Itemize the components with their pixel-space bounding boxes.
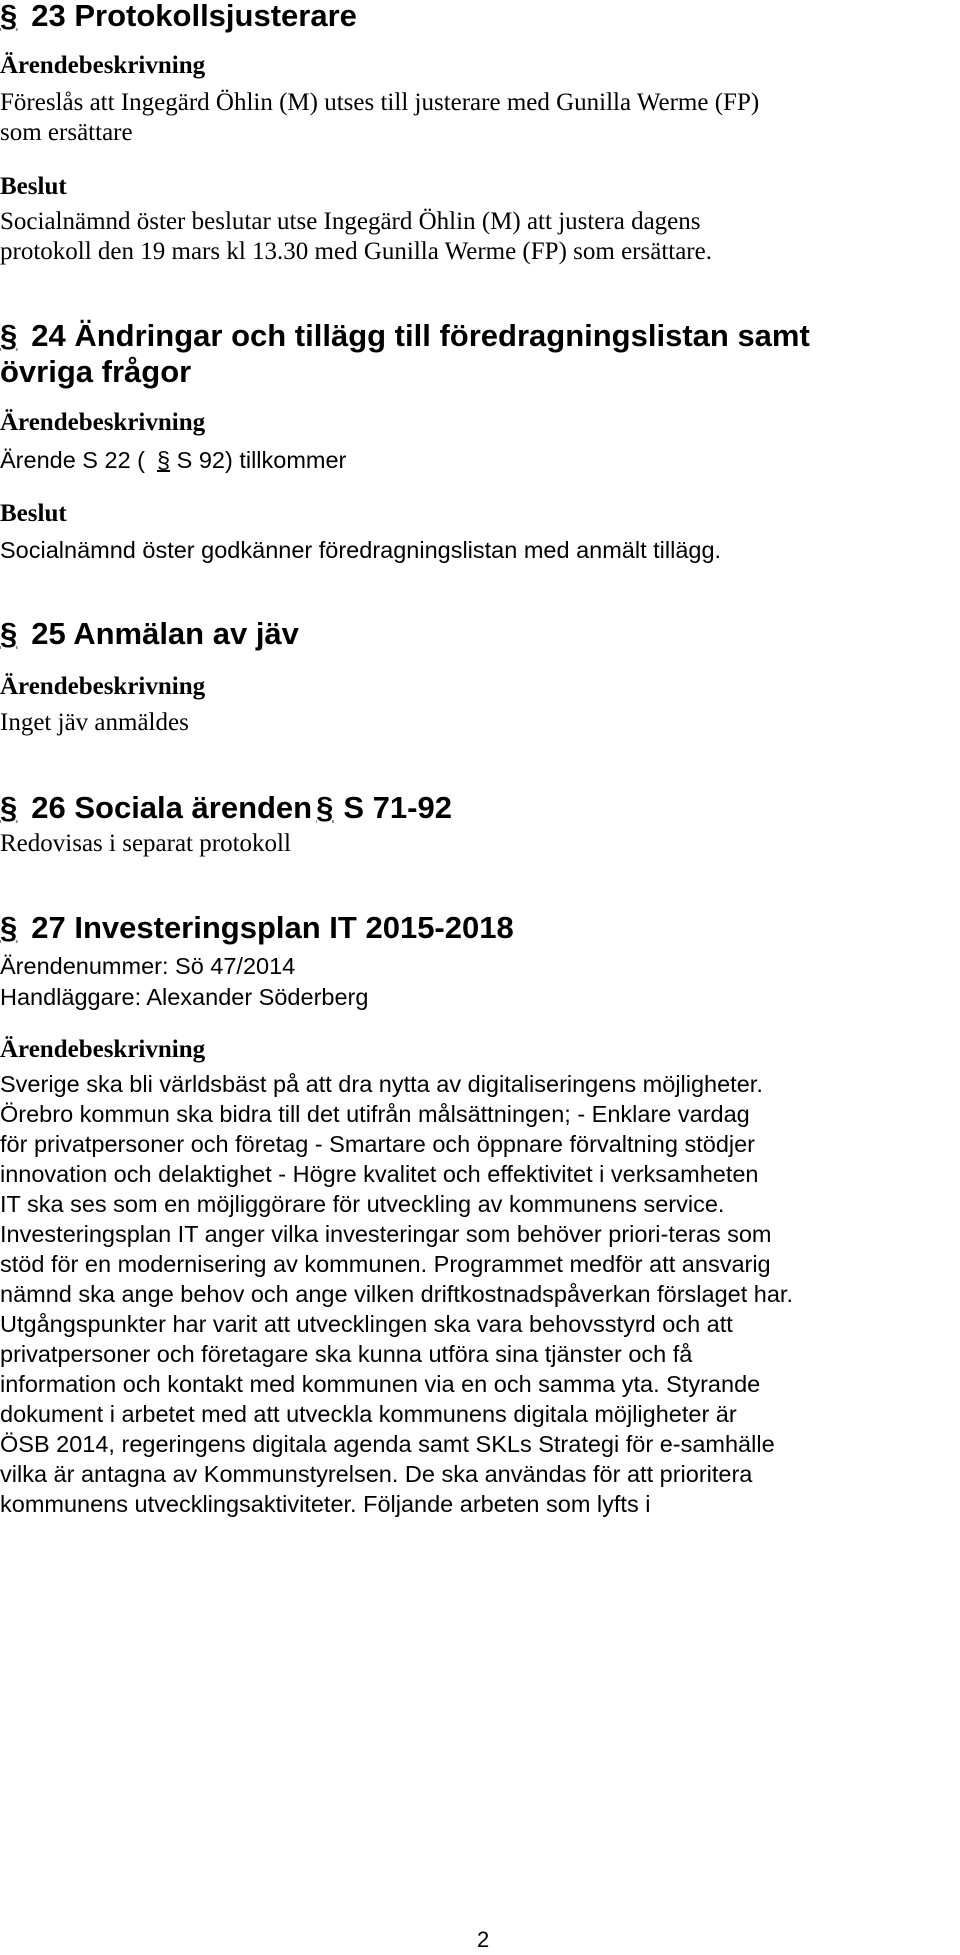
section-26-title: 26 Sociala ärenden bbox=[31, 790, 313, 825]
section-27-body-line: ÖSB 2014, regeringens digitala agenda samt SKLs Strategi för e-samhälle bbox=[0, 1431, 775, 1457]
handler: Handläggare: Alexander Söderberg bbox=[0, 984, 369, 1010]
section-27-body-line: nämnd ska ange behov och ange vilken driftkostnadspåverkan förslaget har. bbox=[0, 1281, 793, 1307]
section-27-body-line: för privatpersoner och företag - Smartare och öppnare förvaltning stödjer bbox=[0, 1131, 756, 1157]
section-24-heading bbox=[0, 318, 810, 354]
section-23-title: 23 Protokollsjusterare bbox=[31, 0, 357, 33]
section-sign: § bbox=[0, 616, 18, 651]
section-27-body-line: innovation och delaktighet - Högre kvalitet och effektivitet i verksamheten bbox=[0, 1161, 759, 1187]
section-23-desc-line-2: som ersättare bbox=[0, 119, 133, 146]
section-24-title-line-2: övriga frågor bbox=[0, 354, 192, 389]
page-number: 2 bbox=[477, 1927, 490, 1952]
section-27-heading bbox=[0, 910, 514, 946]
section-25-title: 25 Anmälan av jäv bbox=[31, 616, 299, 651]
section-24-beslut-label: Beslut bbox=[0, 500, 67, 527]
section-27-body-line: Utgångspunkter har varit att utvecklingen ska vara behovsstyrd och att bbox=[0, 1311, 733, 1337]
section-23-beslut-line-1: Socialnämnd öster beslutar utse Ingegärd Öhlin (M) att justera dagens bbox=[0, 208, 701, 235]
section-sign: § bbox=[0, 318, 18, 353]
section-23-desc-line-1: Föreslås att Ingegärd Öhlin (M) utses till justerare med Gunilla Werme (FP) bbox=[0, 89, 760, 116]
section-sign: § bbox=[157, 447, 171, 473]
section-27-body-line: dokument i arbetet med att utveckla kommunens digitala möjligheter är bbox=[0, 1401, 737, 1427]
section-27-body-line: Sverige ska bli världsbäst på att dra nytta av digitaliseringens möjligheter. bbox=[0, 1071, 763, 1097]
section-sign: § bbox=[316, 790, 334, 825]
section-23-beslut-label: Beslut bbox=[0, 173, 67, 200]
section-23-beslut-line-2: protokoll den 19 mars kl 13.30 med Gunilla Werme (FP) som ersättare. bbox=[0, 238, 712, 265]
section-sign: § bbox=[0, 790, 18, 825]
section-27-body-line: stöd för en modernisering av kommunen. Programmet medför att ansvarig bbox=[0, 1251, 771, 1277]
section-26-text: Redovisas i separat protokoll bbox=[0, 830, 291, 857]
section-27-body-line: IT ska ses som en möjliggörare för utveckling av kommunens service. bbox=[0, 1191, 725, 1217]
section-sign: § bbox=[0, 0, 18, 33]
section-25-desc-label: Ärendebeskrivning bbox=[0, 673, 206, 700]
section-24-beslut-text: Socialnämnd öster godkänner föredragningslistan med anmält tillägg. bbox=[0, 537, 722, 563]
section-24-desc-label: Ärendebeskrivning bbox=[0, 409, 206, 436]
section-sign: § bbox=[0, 910, 18, 945]
section-25-heading bbox=[0, 616, 299, 652]
section-26-ref: S 71-92 bbox=[343, 790, 452, 825]
section-27-body-line: privatpersoner och företagare ska kunna utföra sina tjänster och få bbox=[0, 1341, 693, 1367]
section-26-heading bbox=[0, 790, 452, 826]
section-27-body-line: kommunens utvecklingsaktiviteter. Följande arbeten som lyfts i bbox=[0, 1491, 651, 1517]
section-23-desc-label: Ärendebeskrivning bbox=[0, 52, 206, 79]
section-27-title: 27 Investeringsplan IT 2015-2018 bbox=[31, 910, 514, 945]
section-27-body-line: vilka är antagna av Kommunstyrelsen. De ska användas för att prioritera bbox=[0, 1461, 753, 1487]
section-27-desc-label: Ärendebeskrivning bbox=[0, 1036, 206, 1063]
section-25-desc-text: Inget jäv anmäldes bbox=[0, 709, 189, 736]
section-27-body-line: Örebro kommun ska bidra till det utifrån målsättningen; - Enklare vardag bbox=[0, 1101, 750, 1127]
section-23-heading bbox=[0, 0, 357, 34]
section-24-desc-text: Ärende S 22 ( § S 92) tillkommer bbox=[0, 447, 347, 473]
section-27-body-line: information och kontakt med kommunen via en och samma yta. Styrande bbox=[0, 1371, 761, 1397]
section-24-title-line-1: 24 Ändringar och tillägg till föredragningslistan samt bbox=[31, 318, 810, 353]
case-number: Ärendenummer: Sö 47/2014 bbox=[0, 953, 296, 979]
section-27-body-line: Investeringsplan IT anger vilka investeringar som behöver priori-teras som bbox=[0, 1221, 772, 1247]
